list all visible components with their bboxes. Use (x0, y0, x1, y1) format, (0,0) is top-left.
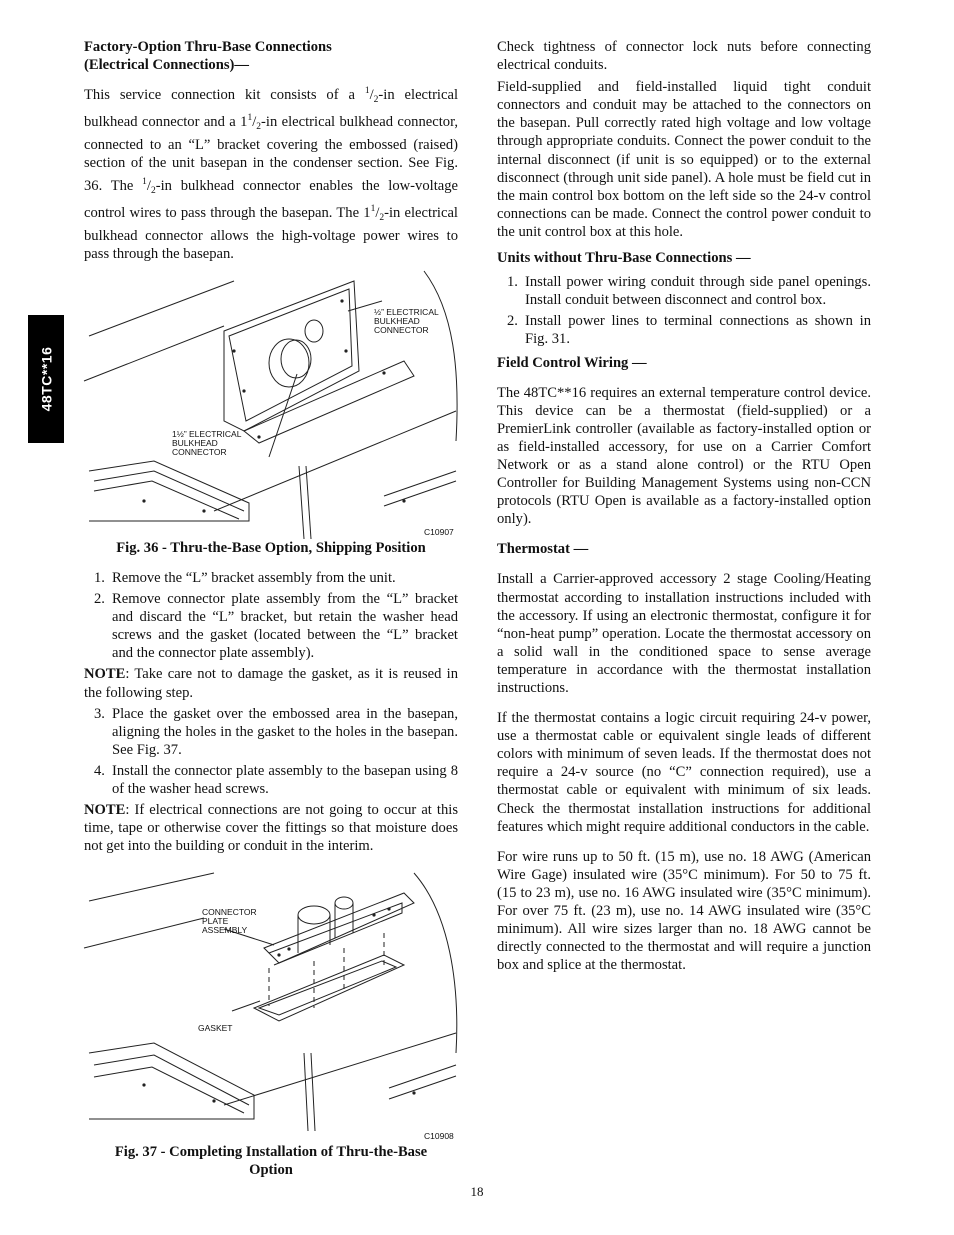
heading-units-without: Units without Thru-Base Connections — (497, 250, 751, 267)
left-column (84, 38, 458, 1179)
fig37-illustration (84, 873, 458, 1142)
side-tab-label: 48TC**16 (38, 346, 55, 412)
section-heading-line1: Factory-Option Thru-Base Connections (84, 39, 332, 55)
fig37-caption-line1: Fig. 37 - Completing Installation of Thru-the-Base (114, 1144, 428, 1161)
fig37-label-plate-line1: CONNECTOR (202, 907, 257, 918)
fig37-label-plate-line3: ASSEMBLY (202, 925, 248, 936)
list-item: 1. Remove the “L” bracket assembly from the unit. (94, 569, 396, 586)
paragraph-lock-nuts: Check tightness of connector lock nuts before connecting electrical conduits. (497, 39, 871, 74)
fig37-caption-line2: Option (249, 1162, 293, 1179)
paragraph-thermostat-2: If the thermostat contains a logic circuit requiring 24-v power, use a thermostat cable or equivalent single leads of different colors with minimum of seven leads. If the thermostat does not require a 24-v source (no “C” connection required), use a thermostat cable or equivalent with minimum of six leads. Check the thermostat installation instructions for additional features which might require additional conductors in the cable. (497, 710, 871, 835)
page-number: 18 (470, 1184, 484, 1199)
paragraph-conduit: Field-supplied and field-installed liquid tight conduit connectors and conduit may be attached to the connectors on the basepan. Pull correctly rated high voltage and low voltage through appropriate conduits. Connect the power conduit to the internal disconnect (if unit is so equipped) or to the external disconnect (through unit side panel). A hole must be field cut in the main control box bottom on the left side so the 24-v control connections can be made. Connect the control power conduit to the unit control box at this hole. (497, 79, 871, 240)
fig37-label-plate-line2: PLATE (202, 916, 229, 927)
heading-thermostat: Thermostat — (497, 541, 589, 558)
intro-paragraph: This service connection kit consists of a $^1/_2-in$ electrical bulkhead connector and a $1^1/_2-in$ electrical bulkhead connector, connected to an “L” bracket covering the embossed (raised) section of the unit basepan in the condenser section. See Fig. 36. The $^1/_2-in$ bulkhead connector enables the low-voltage control wires to pass through the basepan. The $1^1/_2-in$ electrical bulkhead connector allows the high-voltage power wires to pass through the basepan. (84, 86, 459, 262)
list-item: 2. Install power lines to terminal connections as shown in Fig. 31. (507, 313, 871, 348)
fig36-label-half-line3: CONNECTOR (374, 324, 429, 335)
figure-36 (84, 271, 458, 557)
list-item: 2. Remove connector plate assembly from the “L” bracket and discard the “L” bracket, but retain the washer head screws and the gasket (located between the “L” bracket and the connector plate assembly). (94, 591, 458, 662)
section-side-tab (28, 315, 64, 443)
fig36-label-half-line2: BULKHEAD (374, 315, 420, 326)
paragraph-thermostat-3: For wire runs up to 50 ft. (15 m), use no. 18 AWG (American Wire Gage) insulated wire (35°C minimum). For 50 to 75 ft. (15 to 23 m), use no. 16 AWG insulated wire (35°C minimum). For over 75 ft. (23 m), use no. 14 AWG insulated wire (35°C minimum). All wire sizes larger than no. 18 AWG cannot be directly connected to the thermostat and will require a junction box and splice at the thermostat. (497, 848, 871, 974)
units-steps-list (497, 273, 871, 348)
fig36-caption: Fig. 36 - Thru-the-Base Option, Shipping Position (116, 539, 426, 556)
steps-list-a (84, 569, 458, 662)
fig36-label-onehalf-line3: CONNECTOR (172, 446, 227, 457)
paragraph-field-control: The 48TC**16 requires an external temperature control device. This device can be a thermostat (field-supplied) or a PremierLink controller (available as factory-installed option or as field-installed accessory, for use on a Carrier Comfort Network or as a stand alone control) or the RTU Open Controller for Building Management Systems using non-CCN protocols (RTU Open is available as a factory-installed option only). (497, 384, 871, 528)
fig36-label-half-line1: ½” ELECTRICAL (374, 306, 439, 317)
steps-list-b (84, 705, 458, 798)
note-2: NOTE: If electrical connections are not going to occur at this time, tape or otherwise cover the fittings so that moisture does not get into the building or conduit in the interim. (84, 802, 458, 855)
fig36-label-onehalf-line1: 1½” ELECTRICAL (172, 428, 242, 439)
list-item: 1. Install power wiring conduit through side panel openings. Install conduit between disconnect and control box. (507, 274, 871, 309)
fig36-code: C10907 (424, 526, 454, 537)
fig37-label-gasket: GASKET (198, 1023, 233, 1034)
fig36-label-onehalf-line2: BULKHEAD (172, 437, 218, 448)
fig36-illustration (84, 271, 458, 539)
note-1: NOTE: Take care not to damage the gasket, as it is reused in the following step. (84, 666, 458, 701)
figure-37 (84, 873, 458, 1179)
list-item: 4. Install the connector plate assembly to the basepan using 8 of the washer head screws. (94, 762, 458, 797)
right-column (497, 38, 871, 974)
section-heading-line2: (Electrical Connections)— (84, 57, 249, 74)
list-item: 3. Place the gasket over the embossed area in the basepan, aligning the holes in the gasket to the holes in the basepan. See Fig. 37. (94, 705, 458, 758)
fig37-code: C10908 (424, 1131, 454, 1142)
heading-field-control: Field Control Wiring — (497, 354, 647, 371)
paragraph-thermostat-1: Install a Carrier-approved accessory 2 stage Cooling/Heating thermostat according to installation instructions included with the accessory. If using an electronic thermostat, configure it for “non-heat pump” operation. Locate the thermostat accessory on a solid wall in the conditioned space to sense average temperature in accordance with the thermostat installation instructions. (497, 571, 871, 696)
